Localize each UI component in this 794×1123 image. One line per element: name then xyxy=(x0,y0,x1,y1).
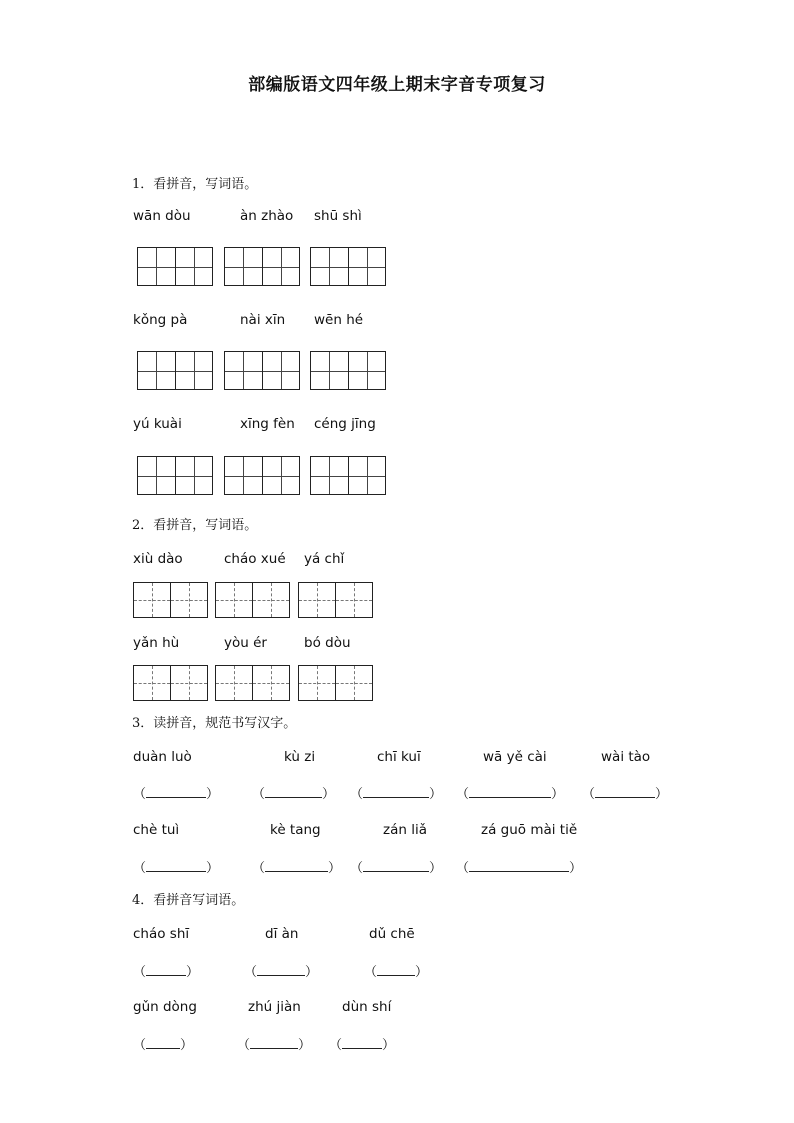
pinyin-prompt: dùn shí xyxy=(342,999,392,1015)
writing-box-cell[interactable] xyxy=(215,665,253,701)
answer-blank[interactable] xyxy=(329,1034,395,1053)
paren-open: （ xyxy=(237,1038,251,1053)
pinyin-prompt: yú kuài xyxy=(133,416,182,432)
answer-blank[interactable] xyxy=(252,857,341,876)
paren-open: （ xyxy=(133,787,147,802)
paren-close: ） xyxy=(382,1038,396,1053)
pinyin-prompt: zá guō mài tiě xyxy=(481,822,578,838)
answer-blank[interactable] xyxy=(456,783,564,802)
pinyin-prompt: cháo xué xyxy=(224,551,286,567)
writing-box-cell[interactable] xyxy=(252,665,290,701)
paren-close: ） xyxy=(429,861,443,876)
writing-grid-cell[interactable] xyxy=(175,351,214,390)
answer-line[interactable] xyxy=(265,860,328,872)
paren-close: ） xyxy=(655,787,669,802)
answer-line[interactable] xyxy=(146,786,206,798)
paren-close: ） xyxy=(180,1038,194,1053)
question-2-title: 2．看拼音，写词语。 xyxy=(132,518,258,533)
pinyin-prompt: dī àn xyxy=(265,926,299,942)
paren-open: （ xyxy=(133,861,147,876)
answer-blank[interactable] xyxy=(133,961,199,980)
pinyin-prompt: zán liǎ xyxy=(383,822,427,838)
answer-line[interactable] xyxy=(469,860,569,872)
answer-blank[interactable] xyxy=(133,1034,193,1053)
answer-blank[interactable] xyxy=(364,961,428,980)
answer-line[interactable] xyxy=(146,1037,180,1049)
grid-guide-v xyxy=(281,248,282,285)
writing-grid-cell[interactable] xyxy=(224,456,263,495)
grid-guide-v xyxy=(281,352,282,389)
paren-close: ） xyxy=(415,965,429,980)
writing-grid-cell[interactable] xyxy=(224,247,263,286)
paren-close: ） xyxy=(328,861,342,876)
writing-box-cell[interactable] xyxy=(335,582,373,618)
writing-box-cell[interactable] xyxy=(298,582,336,618)
pinyin-prompt: dǔ chē xyxy=(369,926,415,942)
paren-close: ） xyxy=(186,965,200,980)
answer-line[interactable] xyxy=(265,786,322,798)
paren-close: ） xyxy=(429,787,443,802)
grid-guide-v xyxy=(243,457,244,494)
paren-close: ） xyxy=(206,861,220,876)
grid-guide-v xyxy=(243,248,244,285)
writing-box-cell[interactable] xyxy=(133,582,171,618)
writing-grid-cell[interactable] xyxy=(262,456,301,495)
box-guide-v xyxy=(271,666,272,700)
writing-box-cell[interactable] xyxy=(170,582,208,618)
writing-grid-cell[interactable] xyxy=(224,351,263,390)
paren-close: ） xyxy=(551,787,565,802)
paren-open: （ xyxy=(252,787,266,802)
box-guide-v xyxy=(317,583,318,617)
answer-blank[interactable] xyxy=(350,783,442,802)
writing-box-cell[interactable] xyxy=(133,665,171,701)
question-1-title: 1．看拼音，写词语。 xyxy=(132,177,258,192)
box-guide-v xyxy=(317,666,318,700)
box-guide-v xyxy=(271,583,272,617)
paren-open: （ xyxy=(244,965,258,980)
paren-open: （ xyxy=(350,787,364,802)
box-guide-v xyxy=(354,666,355,700)
answer-blank[interactable] xyxy=(350,857,442,876)
answer-blank[interactable] xyxy=(456,857,582,876)
paren-close: ） xyxy=(206,787,220,802)
writing-grid-cell[interactable] xyxy=(262,247,301,286)
writing-box-cell[interactable] xyxy=(215,582,253,618)
pinyin-prompt: kù zi xyxy=(284,749,316,765)
grid-guide-v xyxy=(329,352,330,389)
answer-blank[interactable] xyxy=(133,857,219,876)
pinyin-prompt: wài tào xyxy=(601,749,651,765)
box-guide-v xyxy=(189,583,190,617)
paren-open: （ xyxy=(252,861,266,876)
paren-close: ） xyxy=(298,1038,312,1053)
grid-guide-v xyxy=(194,457,195,494)
paren-open: （ xyxy=(364,965,378,980)
grid-guide-v xyxy=(156,457,157,494)
grid-guide-v xyxy=(243,352,244,389)
writing-grid-cell[interactable] xyxy=(310,351,349,390)
question-3-title: 3．读拼音，规范书写汉字。 xyxy=(132,716,297,731)
writing-grid-cell[interactable] xyxy=(348,351,387,390)
box-guide-v xyxy=(152,583,153,617)
paren-open: （ xyxy=(329,1038,343,1053)
pinyin-prompt: chè tuì xyxy=(133,822,180,838)
box-guide-v xyxy=(234,666,235,700)
answer-blank[interactable] xyxy=(237,1034,311,1053)
answer-line[interactable] xyxy=(469,786,551,798)
grid-guide-v xyxy=(367,352,368,389)
pinyin-prompt: chī kuī xyxy=(377,749,421,765)
answer-line[interactable] xyxy=(146,964,186,976)
writing-grid-cell[interactable] xyxy=(310,247,349,286)
writing-grid-cell[interactable] xyxy=(175,247,214,286)
pinyin-prompt: nài xīn xyxy=(240,312,286,328)
writing-grid-cell[interactable] xyxy=(175,456,214,495)
grid-guide-v xyxy=(329,457,330,494)
pinyin-prompt: kè tang xyxy=(270,822,321,838)
grid-guide-v xyxy=(367,457,368,494)
box-guide-v xyxy=(152,666,153,700)
answer-line[interactable] xyxy=(257,964,305,976)
pinyin-prompt: shū shì xyxy=(314,208,362,224)
paren-open: （ xyxy=(456,787,470,802)
paren-open: （ xyxy=(582,787,596,802)
paren-close: ） xyxy=(322,787,336,802)
paren-open: （ xyxy=(350,861,364,876)
pinyin-prompt: duàn luò xyxy=(133,749,192,765)
answer-line[interactable] xyxy=(363,786,429,798)
answer-line[interactable] xyxy=(146,860,206,872)
pinyin-prompt: gǔn dòng xyxy=(133,999,197,1015)
paren-close: ） xyxy=(569,861,583,876)
pinyin-prompt: zhú jiàn xyxy=(248,999,301,1015)
writing-box-cell[interactable] xyxy=(298,665,336,701)
pinyin-prompt: àn zhào xyxy=(240,208,294,224)
pinyin-prompt: wān dòu xyxy=(133,208,191,224)
paren-open: （ xyxy=(456,861,470,876)
box-guide-v xyxy=(234,583,235,617)
answer-blank[interactable] xyxy=(582,783,668,802)
answer-blank[interactable] xyxy=(133,783,219,802)
box-guide-v xyxy=(354,583,355,617)
pinyin-prompt: yòu ér xyxy=(224,635,267,651)
grid-guide-v xyxy=(329,248,330,285)
writing-box-cell[interactable] xyxy=(335,665,373,701)
answer-blank[interactable] xyxy=(252,783,335,802)
answer-line[interactable] xyxy=(595,786,655,798)
grid-guide-v xyxy=(281,457,282,494)
question-4-title: 4．看拼音写词语。 xyxy=(132,893,245,908)
pinyin-prompt: kǒng pà xyxy=(133,312,188,328)
answer-line[interactable] xyxy=(250,1037,298,1049)
writing-box-cell[interactable] xyxy=(170,665,208,701)
grid-guide-v xyxy=(194,248,195,285)
grid-guide-v xyxy=(367,248,368,285)
pinyin-prompt: wēn hé xyxy=(314,312,364,328)
pinyin-prompt: cháo shī xyxy=(133,926,190,942)
box-guide-v xyxy=(189,666,190,700)
writing-grid-cell[interactable] xyxy=(262,351,301,390)
page-title: 部编版语文四年级上期末字音专项复习 xyxy=(248,75,546,95)
answer-line[interactable] xyxy=(342,1037,382,1049)
paren-open: （ xyxy=(133,965,147,980)
writing-grid-cell[interactable] xyxy=(310,456,349,495)
writing-box-cell[interactable] xyxy=(252,582,290,618)
writing-grid-cell[interactable] xyxy=(137,351,176,390)
pinyin-prompt: bó dòu xyxy=(304,635,351,651)
paren-close: ） xyxy=(305,965,319,980)
pinyin-prompt: wā yě cài xyxy=(483,749,547,765)
grid-guide-v xyxy=(156,248,157,285)
writing-grid-cell[interactable] xyxy=(348,456,387,495)
answer-blank[interactable] xyxy=(244,961,318,980)
writing-grid-cell[interactable] xyxy=(137,456,176,495)
writing-grid-cell[interactable] xyxy=(137,247,176,286)
grid-guide-v xyxy=(194,352,195,389)
pinyin-prompt: yá chǐ xyxy=(304,551,345,567)
writing-grid-cell[interactable] xyxy=(348,247,387,286)
answer-line[interactable] xyxy=(377,964,415,976)
paren-open: （ xyxy=(133,1038,147,1053)
pinyin-prompt: céng jīng xyxy=(314,416,376,432)
grid-guide-v xyxy=(156,352,157,389)
answer-line[interactable] xyxy=(363,860,429,872)
pinyin-prompt: xīng fèn xyxy=(240,416,295,432)
pinyin-prompt: xiù dào xyxy=(133,551,183,567)
pinyin-prompt: yǎn hù xyxy=(133,635,180,651)
